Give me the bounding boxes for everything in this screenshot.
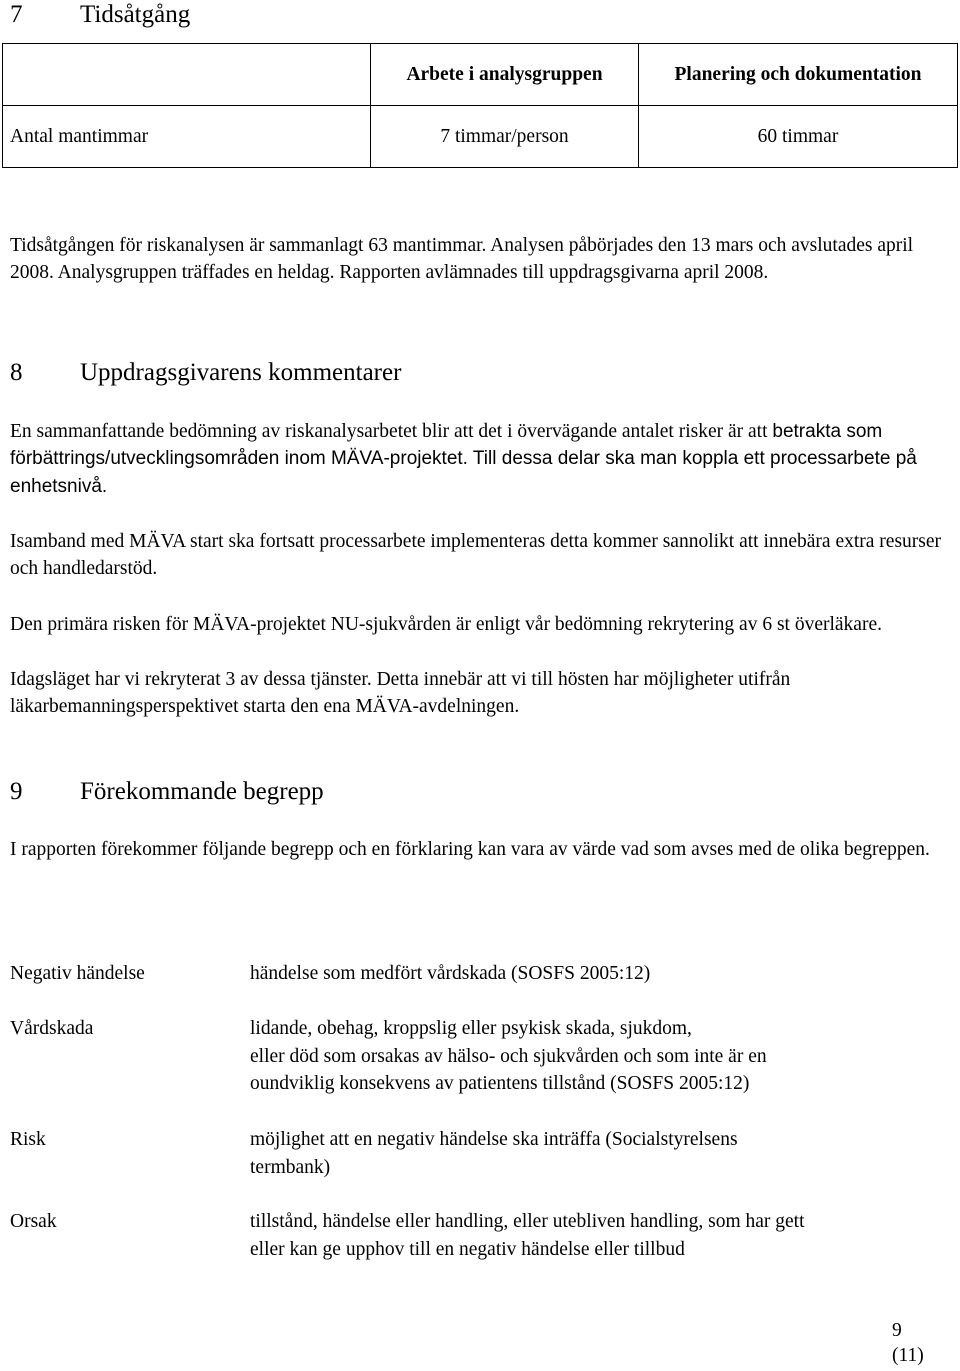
- page-number: [892, 1318, 924, 1368]
- section-7-heading: [10, 0, 190, 30]
- section-title: Uppdragsgivarens kommentarer: [80, 359, 402, 386]
- section-8-paragraph-4: Idagsläget har vi rekryterat 3 av dessa tjänster. Detta innebär att vi till hösten har möjligheter utifrån läkarbemanningsperspektivet starta den ena MÄVA-avdelningen.: [10, 669, 791, 718]
- table-header-work: Arbete i analysgruppen: [371, 44, 639, 106]
- section-9-heading: [10, 777, 324, 807]
- definition-orsak: [250, 1208, 950, 1263]
- definition-line: oundviklig konsekvens av patientens tillstånd (SOSFS 2005:12): [250, 1073, 750, 1094]
- definition-vardskada: [250, 1015, 950, 1098]
- section-number: 8: [10, 359, 23, 386]
- table-cell-label: Antal mantimmar: [3, 106, 371, 168]
- definition-line: eller död som orsakas av hälso- och sjukvården och som inte är en: [250, 1045, 767, 1067]
- definition-line: termbank): [250, 1156, 331, 1178]
- table-header-planning: Planering och dokumentation: [639, 44, 958, 106]
- section-title: Tidsåtgång: [80, 1, 191, 28]
- section-8-paragraph-1: [10, 418, 950, 500]
- definition-line: eller kan ge upphov till en negativ händelse eller tillbud: [250, 1238, 685, 1260]
- section-9-intro: I rapporten förekommer följande begrepp och en förklaring kan vara av värde vad som avses med de olika begreppen.: [10, 839, 930, 860]
- definition-risk: [250, 1126, 950, 1181]
- table-cell-planning: 60 timmar: [639, 106, 958, 168]
- paragraph-text-sans: betrakta som förbättrings/utvecklingsområden inom MÄVA-projektet.: [10, 421, 883, 470]
- time-table: [2, 43, 958, 168]
- page-current: 9: [892, 1320, 902, 1341]
- paragraph-text: En sammanfattande bedömning av riskanalysarbetet blir att det i övervägande antalet risker är att: [10, 421, 773, 442]
- term-risk: Risk: [10, 1129, 46, 1150]
- section-number: 9: [10, 778, 23, 805]
- section-8-paragraph-2: Isamband med MÄVA start ska fortsatt processarbete implementeras detta kommer sannolikt att innebära extra resurser och handledarstöd.: [10, 531, 942, 580]
- section-8-paragraph-3: Den primära risken för MÄVA-projektet NU-sjukvården är enligt vår bedömning rekrytering av 6 st överläkare.: [10, 614, 882, 635]
- table-row: [3, 106, 958, 168]
- definition-negativ-handelse: händelse som medfört vårdskada (SOSFS 2005:12): [250, 963, 651, 984]
- section-number: 7: [10, 1, 23, 28]
- term-orsak: Orsak: [10, 1211, 57, 1232]
- table-cell-work: 7 timmar/person: [371, 106, 639, 168]
- definition-line: möjlighet att en negativ händelse ska inträffa (Socialstyrelsens: [250, 1129, 738, 1150]
- section-8-heading: [10, 358, 401, 388]
- page-total: (11): [892, 1345, 924, 1366]
- table-header-empty: [3, 44, 371, 106]
- term-vardskada: Vårdskada: [10, 1018, 94, 1039]
- section-title: Förekommande begrepp: [80, 778, 324, 805]
- term-negativ-handelse: Negativ händelse: [10, 963, 145, 984]
- definition-line: lidande, obehag, kroppslig eller psykisk skada, sjukdom,: [250, 1018, 692, 1039]
- section-7-paragraph: Tidsåtgången för riskanalysen är sammanlagt 63 mantimmar. Analysen påbörjades den 13 mars och avslutades april 2008. Analysgruppen träffades en heldag. Rapporten avlämnades till uppdragsgivarna april 2008.: [10, 235, 914, 284]
- paragraph-text-sans: Till dessa delar ska man koppla ett processarbete på enhetsnivå.: [10, 448, 917, 497]
- table-header-row: [3, 44, 958, 106]
- definition-line: tillstånd, händelse eller handling, eller utebliven handling, som har gett: [250, 1211, 805, 1232]
